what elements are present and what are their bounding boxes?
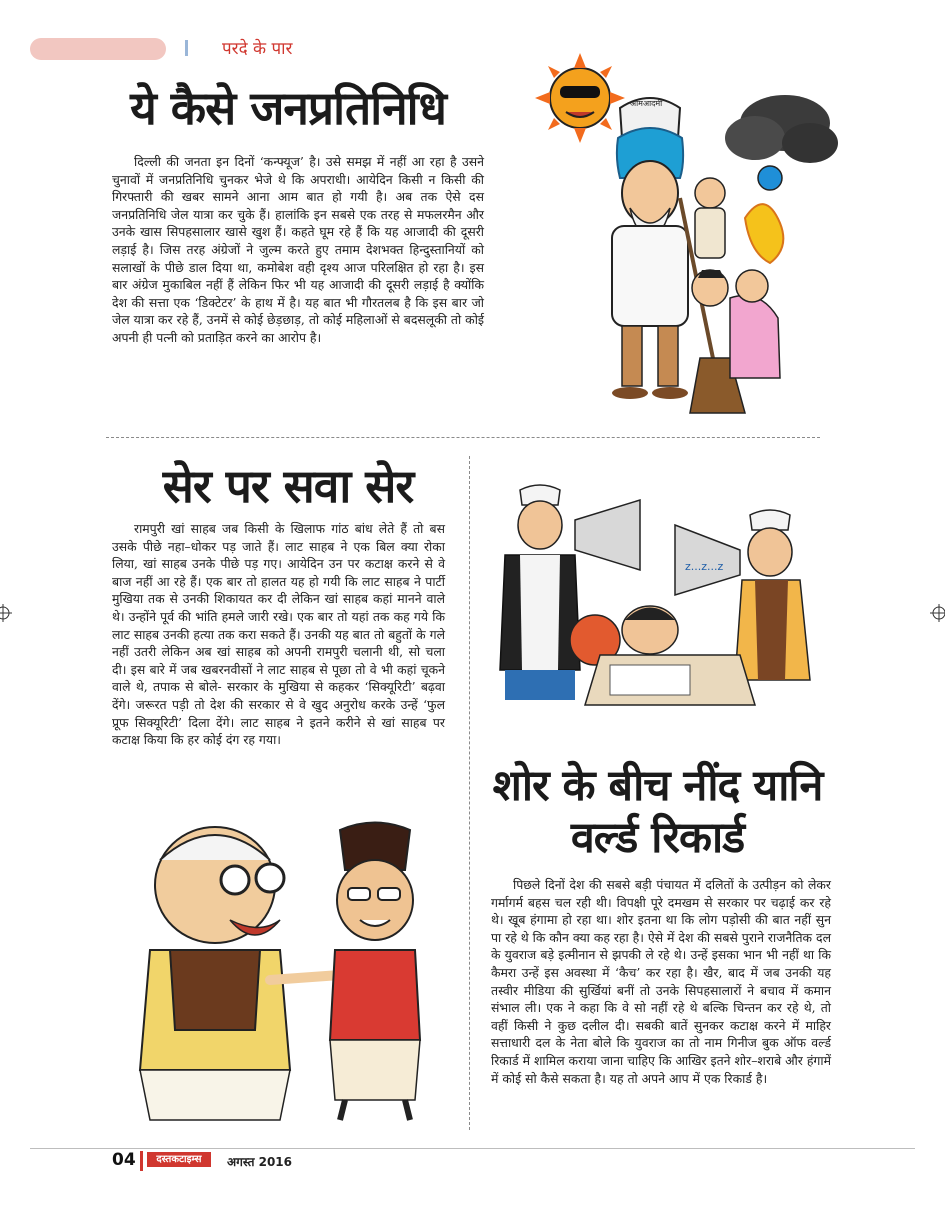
megaphone-left <box>575 500 640 570</box>
left-politician <box>500 485 580 700</box>
story-3-body: पिछले दिनों देश की सबसे बड़ी पंचायत में दलितों के उत्पीड़न को लेकर गर्मागर्म बहस चल रही थी। विपक्षी पूरे दमखम से सरकार पर चढ़ाई कर रहे थे। खूब हंगामा हो रहा था। शोर इतना था कि लोग पड़ोसी की बात नहीं सुन पा रहे थे कि कौन क्या कह रहा है। ऐसे में देश की सबसे पुराने राजनैतिक दल के युवराज बड़े इत्मीनान से झपकी ले रहे थे। उन्हें इसका भान भी नहीं था कि कैमरा उन्हें इस अवस्था में ‘कैच’ कर रहा है। खैर, बाद में जब उनकी यह तस्वीर मीडिया की सुर्खियां बनीं तो उनके सिपहसालारों ने बचाव में कमान संभाल ली। एक ने कहा कि वे सो नहीं रहे थे बल्कि चिन्तन कर रहे थे, तो वहीं किसी ने कुछ दलील दी। सबकी बातें सुनकर कटाक्ष करने में माहिर सत्ताधारी दल के नेता बोले कि युवराज का तो नाम गिनीज बुक ऑफ वर्ल्ड रिकार्ड में शामिल कराया जाना चाहिए कि आखिर इतने शोर–शराबे और हंगामें में कोई सो कैसे सकता है। यह तो अपने आप में एक रिकार्ड है। <box>491 877 831 1086</box>
fez-man-character <box>330 823 420 1121</box>
registration-mark-left <box>0 604 12 622</box>
megaphone-right <box>675 525 740 595</box>
snore-text: z...z...z <box>685 560 724 573</box>
story-2-headline: सेर पर सवा सेर <box>162 459 414 513</box>
story-3-headline-line-1: शोर के बीच नींद यानि <box>492 761 823 811</box>
right-politician <box>735 510 810 680</box>
story-3-headline-line-2: वर्ल्ड रिकार्ड <box>570 813 745 863</box>
story-2-body: रामपुरी खां साहब जब किसी के खिलाफ गांठ बांध लेते हैं तो बस उसके पीछे नहा–धोकर पड़ जाते हैं। लाट साहब ने एक बिल क्या रोका लिया, खां साहब उनके पीछे पड़ गए। आयेदिन उन पर कटाक्ष करने से वे बाज नहीं आ रहे हैं। एक बार तो हालत यह हो गयी कि लाट साहब ने पार्टी मुखिया तक से उनकी शिकायत कर दी लेकिन खां साहब कहां मानने वाले थे। उन्होंने पूर्व की भांति हमले जारी रखे। एक बार तो यहां तक कह गये कि लाट साहब उनकी हत्या तक करा सकते हैं। उनकी यह बात तो बहुतों के गले नहीं उतरी लेकिन अब खां साहब को अपनी रामपुरी चलानी थी, सो चला दी। इस बारे में जब खबरनवीसों ने लाट साहब से पूछा तो वे भी कहां चूकने वाले थे, तपाक से बोले- सरकार के मुखिया से कहकर ‘सिक्यूरिटी’ बढ़वा देंगे। जरूरत पड़ी तो देश की सरकार से वे खुद अनुरोध करके उन्हें ‘फुल प्रूफ सिक्यूरिटी’ दिला देंगे। लाट साहब ने इतने करीने से खां साहब पर कटाक्ष किया कि हर कोई दंग रह गया। <box>112 521 445 748</box>
footer-accent-bar <box>140 1151 143 1171</box>
section-separator <box>185 40 188 56</box>
cap-label: आमआदमी <box>630 99 663 108</box>
man-with-broom <box>612 98 745 413</box>
vertical-divider <box>469 456 470 1130</box>
storm-cloud <box>725 95 838 263</box>
footer-line <box>30 1148 915 1149</box>
story-3-headline <box>480 760 835 864</box>
horizontal-divider <box>106 437 820 438</box>
section-pill <box>30 38 166 60</box>
cartoon-illustration-1 <box>530 48 840 418</box>
section-label: परदे के पार <box>222 39 293 59</box>
cartoon-illustration-3 <box>480 480 840 720</box>
magazine-logo: दस्तकटाइम्स <box>147 1152 211 1167</box>
issue-date: अगस्त 2016 <box>227 1155 293 1169</box>
story-1-body: दिल्ली की जनता इन दिनों ‘कन्फ्यूज’ है। उसे समझ में नहीं आ रहा है उसने चुनावों में जनप्रतिनिधि चुनकर भेजे थे कि अपराधी। आयेदिन किसी न किसी की गिरफ्तारी की खबर सामने आना आम बात हो गयी है। अब तक ऐसे दस जनप्रतिनिधि जेल यात्रा कर चुके हैं। हालांकि इन सबसे एक तरह से मफलरमैन और उनके खास सिपहसालार खासे खुश हैं। कहते घूम रहे हैं कि यह आजादी की दूसरी लड़ाई है। जिस तरह अंग्रेजों ने जुल्म करते हुए तमाम देशभक्त हिन्दुस्तानियों को सलाखों के पीछे डाल दिया था, कमोबेश वही दृश्य आज परिलक्षित हो रहा है। इस बार अंग्रेज मुकाबिल नहीं हैं लेकिन फिर भी यह आजादी की दूसरी लड़ाई है क्योंकि देश की सत्ता एक ‘डिक्टेटर’ के हाथ में है। यह बात भी गौरतलब है कि इस बार जो जेल यात्रा कर रहे हैं, उनमें से कोई छेड़छाड़, तो कोई महिलाओं से बदसलूकी तो कोई अपनी ही पत्नी को प्रताड़ित करने का आरोप है। <box>112 154 484 345</box>
elder-man-character <box>140 827 340 1120</box>
registration-mark-right <box>930 604 945 622</box>
page-number: 04 <box>112 1150 136 1170</box>
cartoon-illustration-2 <box>120 800 450 1130</box>
sleeping-man <box>570 606 755 705</box>
story-1-headline: ये कैसे जनप्रतिनिधि <box>130 81 446 135</box>
sun-character <box>535 53 625 143</box>
